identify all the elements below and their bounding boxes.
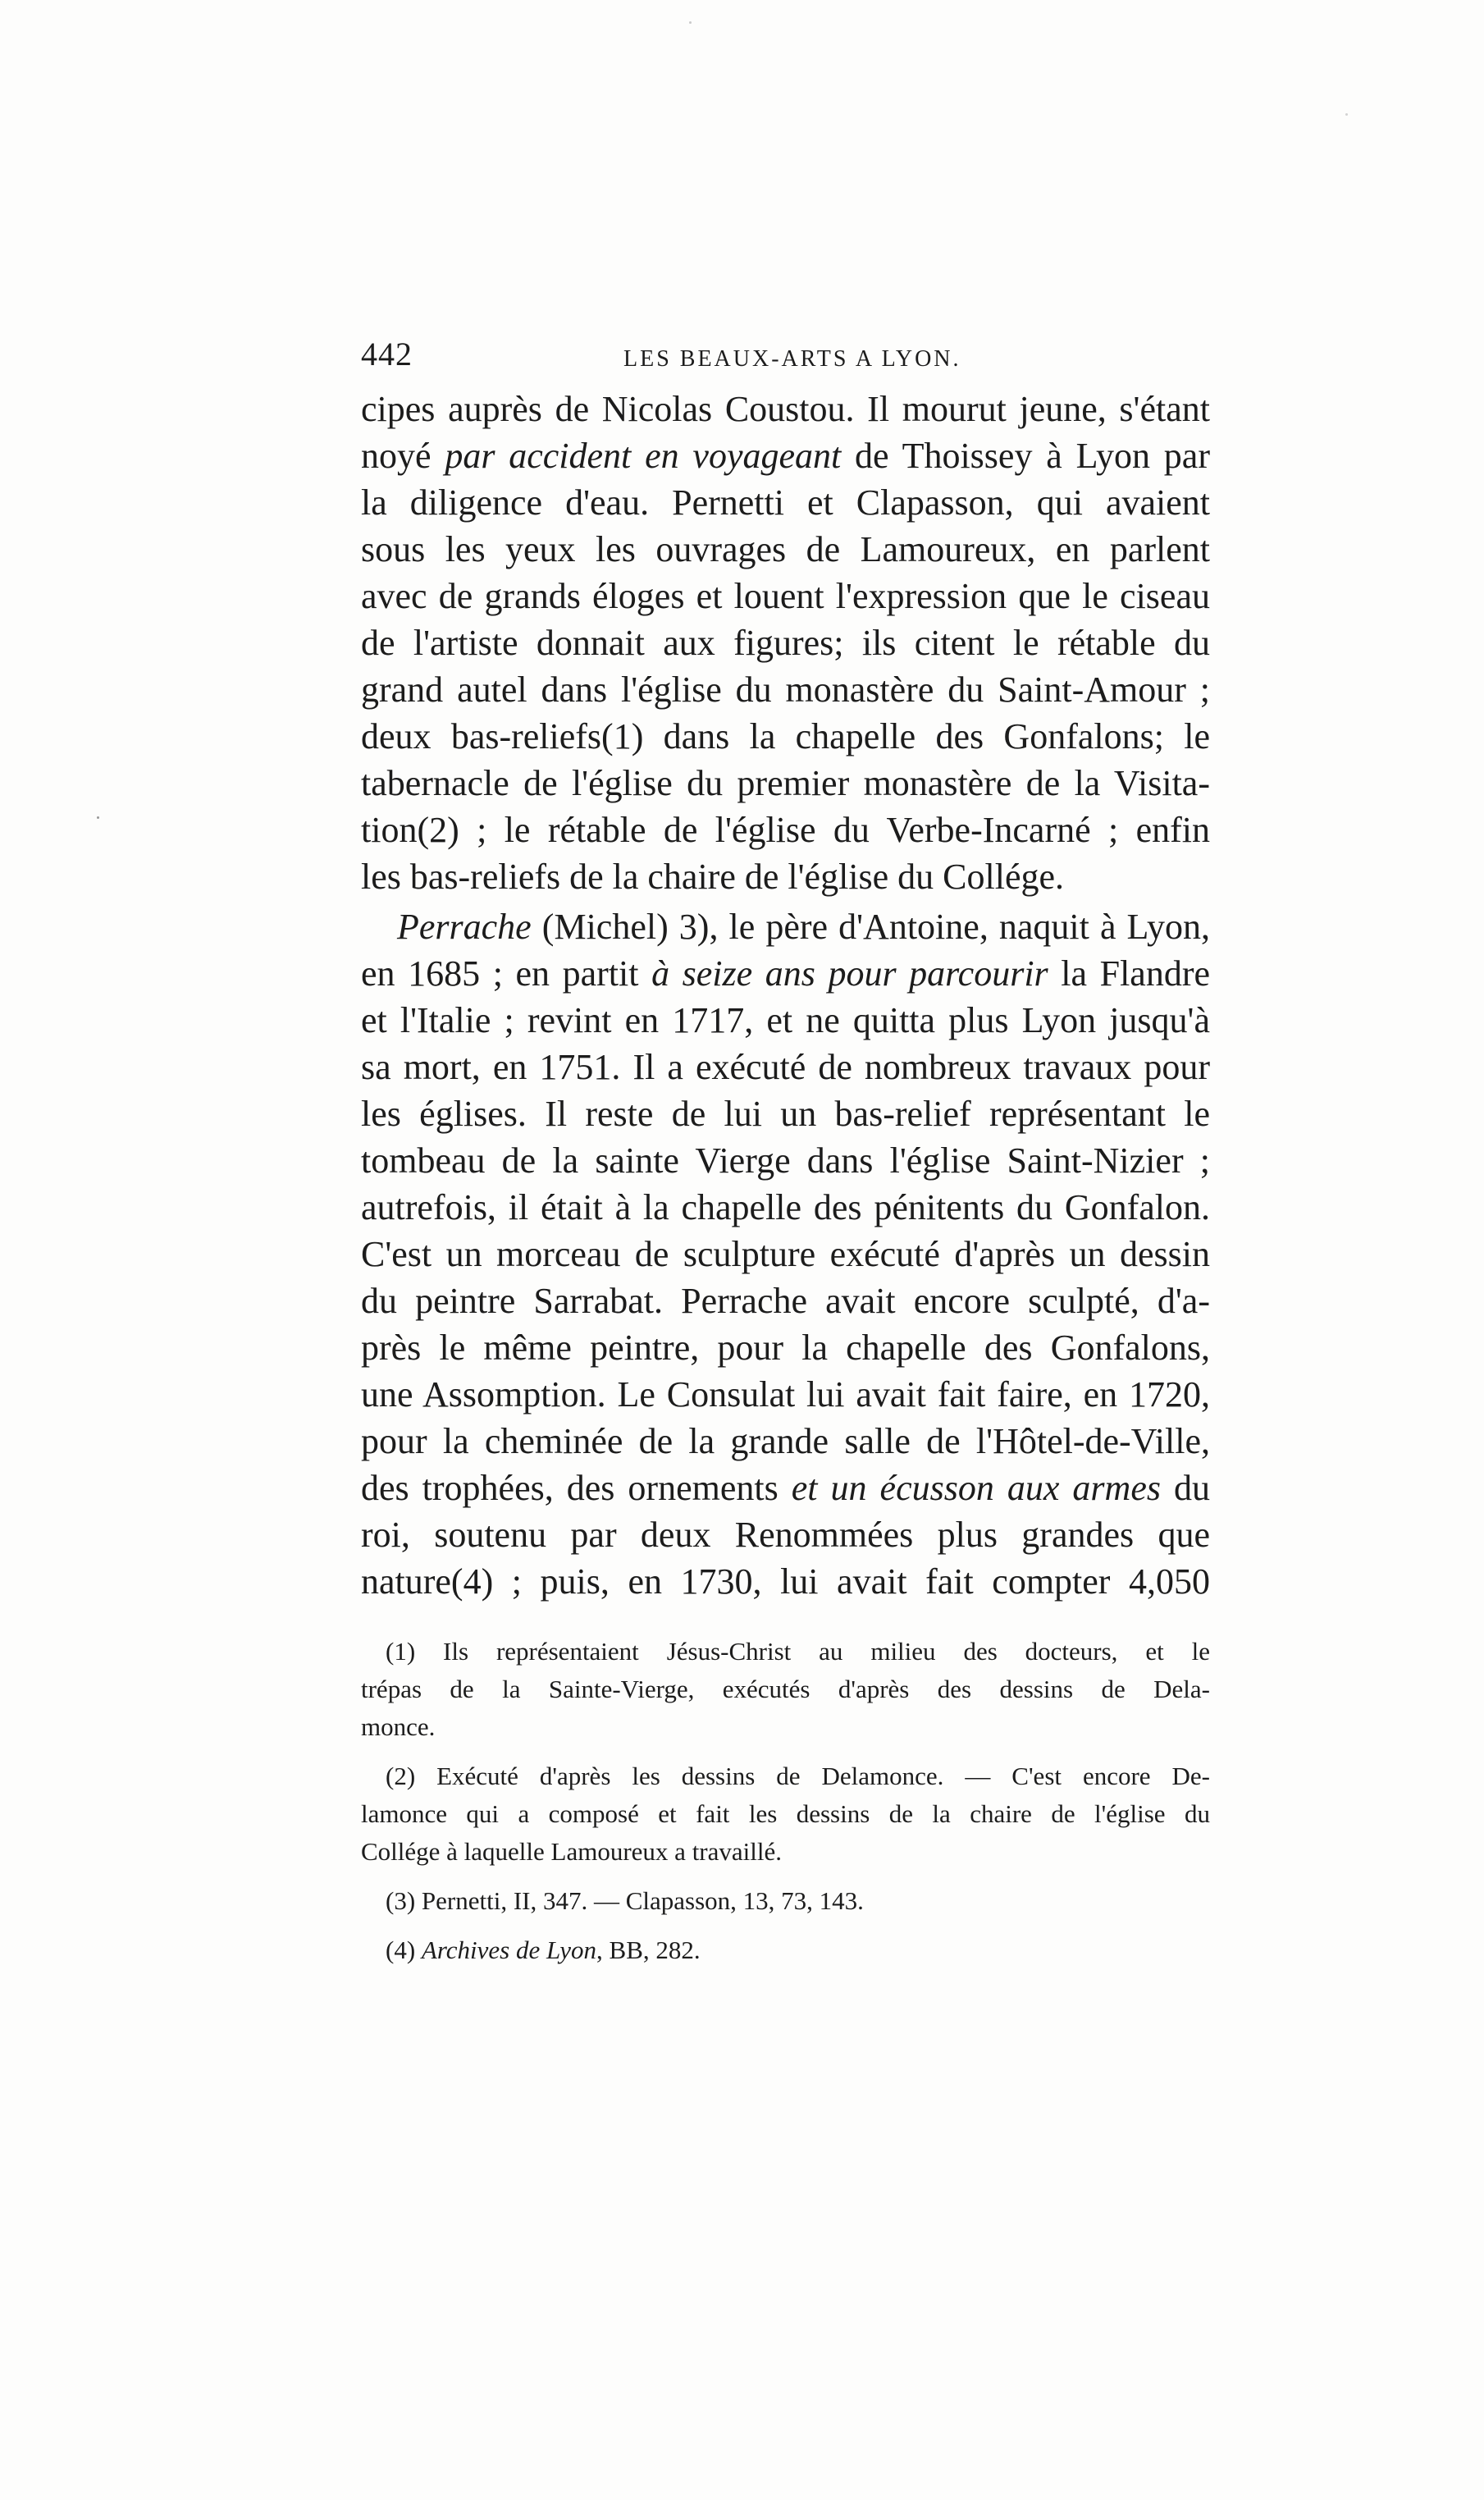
print-speck bbox=[1345, 113, 1348, 116]
footnotes bbox=[361, 1633, 1210, 1969]
text-line: en 1685 ; en partit à seize ans pour parcourir la Flandre bbox=[361, 953, 1210, 994]
footnote-line: trépas de la Sainte-Vierge, exécutés d'après des dessins de Dela- bbox=[361, 1675, 1210, 1703]
text-line: deux bas-reliefs(1) dans la chapelle des Gonfalons; le bbox=[361, 716, 1210, 756]
text-line: avec de grands éloges et louent l'expression que le ciseau bbox=[361, 576, 1210, 616]
body-text bbox=[361, 386, 1210, 1605]
text-line: tion(2) ; le rétable de l'église du Verbe-Incarné ; enfin bbox=[361, 810, 1210, 850]
print-speck bbox=[689, 21, 692, 24]
text-line: roi, soutenu par deux Renommées plus grandes que bbox=[361, 1515, 1210, 1555]
print-speck bbox=[97, 816, 99, 819]
text-line: grand autel dans l'église du monastère du Saint-Amour ; bbox=[361, 670, 1210, 710]
footnote-line: lamonce qui a composé et fait les dessins de la chaire de l'église du bbox=[361, 1799, 1210, 1828]
text-line: du peintre Sarrabat. Perrache avait encore sculpté, d'a- bbox=[361, 1281, 1210, 1321]
footnote-2 bbox=[361, 1757, 1210, 1871]
text-line: une Assomption. Le Consulat lui avait fait faire, en 1720, bbox=[361, 1374, 1210, 1415]
footnote-line: Collége à laquelle Lamoureux a travaillé. bbox=[361, 1837, 782, 1866]
text-line: Perrache (Michel) 3), le père d'Antoine, naquit à Lyon, bbox=[397, 907, 1210, 947]
footnote-4 bbox=[361, 1931, 1210, 1969]
text-line: nature(4) ; puis, en 1730, lui avait fait compter 4,050 bbox=[361, 1561, 1210, 1602]
text-line: noyé par accident en voyageant de Thoissey à Lyon par bbox=[361, 436, 1210, 476]
paragraph-lamoureux bbox=[361, 386, 1210, 900]
text-line: C'est un morceau de sculpture exécuté d'après un dessin bbox=[361, 1234, 1210, 1274]
text-line: de l'artiste donnait aux figures; ils citent le rétable du bbox=[361, 623, 1210, 663]
text-line: et l'Italie ; revint en 1717, et ne quitta plus Lyon jusqu'à bbox=[361, 1000, 1210, 1040]
text-line: tabernacle de l'église du premier monastère de la Visita- bbox=[361, 763, 1210, 803]
text-line: près le même peintre, pour la chapelle des Gonfalons, bbox=[361, 1328, 1210, 1368]
text-line: sa mort, en 1751. Il a exécuté de nombreux travaux pour bbox=[361, 1047, 1210, 1087]
page-number: 442 bbox=[361, 336, 413, 372]
text-line: des trophées, des ornements et un écusson aux armes du bbox=[361, 1468, 1211, 1508]
paragraph-perrache bbox=[361, 903, 1210, 1605]
text-line: autrefois, il était à la chapelle des pénitents du Gonfalon. bbox=[361, 1187, 1210, 1227]
footnote-line: (1) Ils représentaient Jésus-Christ au milieu des docteurs, et le bbox=[386, 1637, 1210, 1666]
text-line: les églises. Il reste de lui un bas-relief représentant le bbox=[361, 1094, 1210, 1134]
text-line: sous les yeux les ouvrages de Lamoureux, en parlent bbox=[361, 529, 1210, 569]
text-line: la diligence d'eau. Pernetti et Clapasson, qui avaient bbox=[361, 482, 1210, 523]
footnote-1 bbox=[361, 1633, 1210, 1746]
text-line: les bas-reliefs de la chaire de l'église du Collége. bbox=[361, 857, 1065, 897]
running-header bbox=[361, 335, 1198, 384]
text-line: tombeau de la sainte Vierge dans l'église Saint-Nizier ; bbox=[361, 1140, 1210, 1181]
footnote-line: (3) Pernetti, II, 347. — Clapasson, 13, 73, 143. bbox=[386, 1886, 864, 1915]
footnote-3 bbox=[361, 1882, 1210, 1920]
text-line: pour la cheminée de la grande salle de l'Hôtel-de-Ville, bbox=[361, 1421, 1210, 1461]
footnote-line: (2) Exécuté d'après les dessins de Delamonce. — C'est encore De- bbox=[386, 1762, 1210, 1790]
text-line: cipes auprès de Nicolas Coustou. Il mourut jeune, s'étant bbox=[361, 389, 1210, 429]
running-title: LES BEAUX-ARTS A LYON. bbox=[623, 346, 961, 372]
footnote-line: (4) Archives de Lyon, BB, 282. bbox=[386, 1936, 701, 1964]
footnote-line: monce. bbox=[361, 1712, 436, 1741]
